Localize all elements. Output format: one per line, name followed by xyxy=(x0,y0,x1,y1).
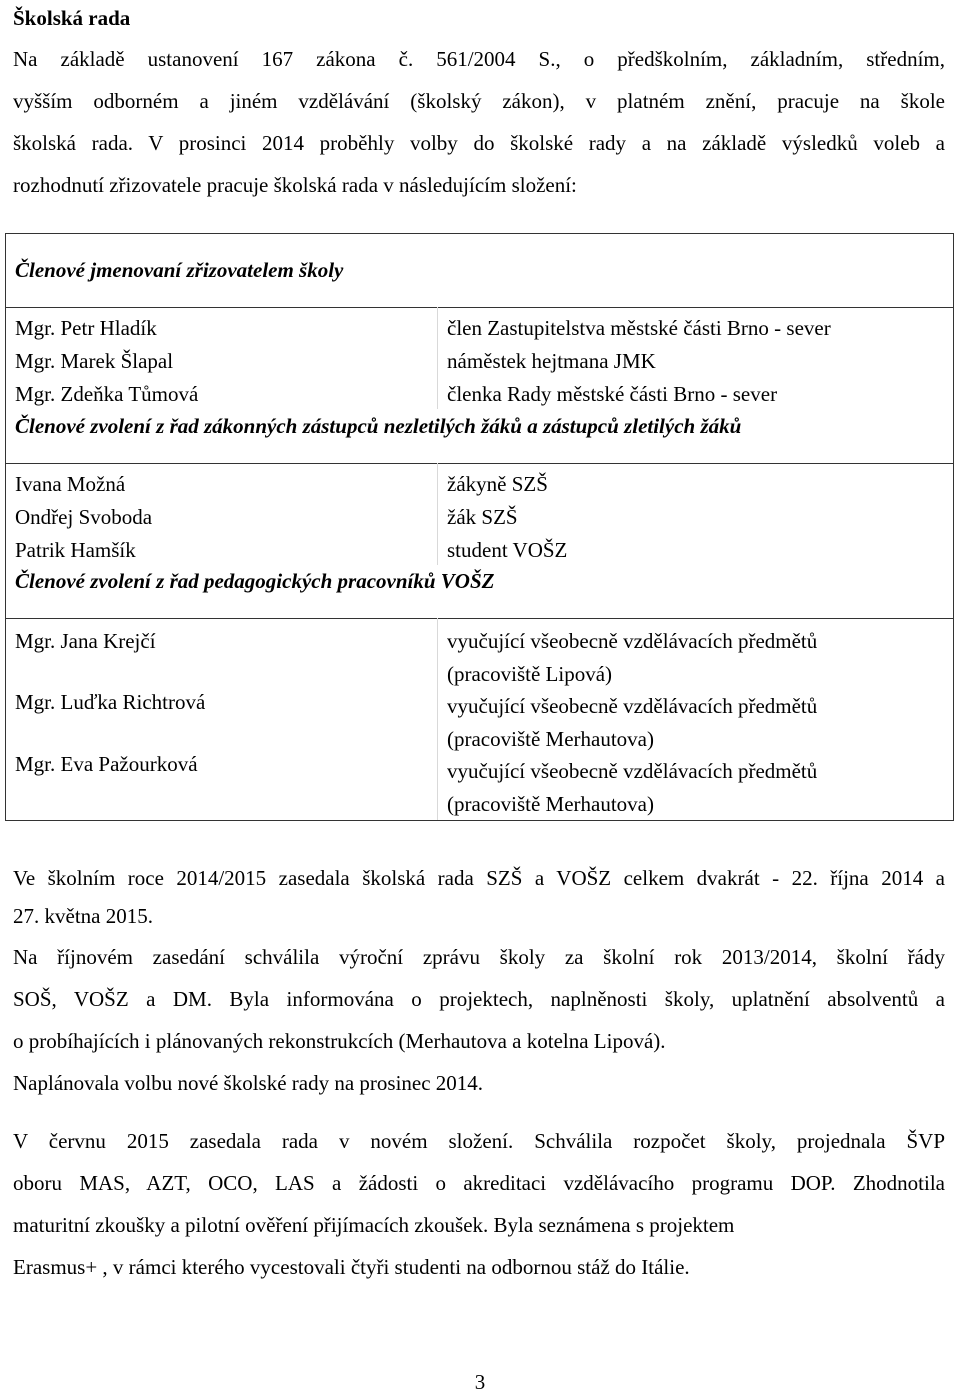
intro-paragraph xyxy=(13,38,945,206)
paragraph-line: SOŠ, VOŠZ a DM. Byla informována o projektech, naplněnosti školy, uplatnění absolventů a xyxy=(13,987,945,1011)
column-divider xyxy=(437,307,438,409)
council-members-table xyxy=(5,233,954,821)
divider xyxy=(6,463,953,464)
june-meeting-paragraph xyxy=(13,1120,945,1288)
intro-line: školská rada. V prosinci 2014 proběhly volby do školské rady a na základě výsledků voleb a xyxy=(13,131,945,155)
member-name: Mgr. Jana Krejčí xyxy=(15,629,156,653)
member-name: Mgr. Zdeňka Tůmová xyxy=(15,382,199,406)
page-number: 3 xyxy=(474,1370,486,1394)
paragraph-line: maturitní zkoušky a pilotní ověření přijímacích zkoušek. Byla seznámena s projektem xyxy=(13,1213,735,1237)
member-role: náměstek hejtmana JMK xyxy=(447,349,656,373)
member-role: člen Zastupitelstva městské části Brno - sever xyxy=(447,316,831,340)
divider xyxy=(6,307,953,308)
member-name: Ivana Možná xyxy=(15,472,126,496)
paragraph-line: Na říjnovém zasedání schválila výroční zprávu školy za školní rok 2013/2014, školní řády xyxy=(13,945,945,969)
member-role-location: (pracoviště Lipová) xyxy=(447,662,613,686)
column-divider xyxy=(437,463,438,565)
paragraph-line: V červnu 2015 zasedala rada v novém složení. Schválila rozpočet školy, projednala ŠVP xyxy=(13,1129,945,1153)
paragraph-line: 27. května 2015. xyxy=(13,904,153,928)
member-role: student VOŠZ xyxy=(447,538,568,562)
member-role-location: (pracoviště Merhautova) xyxy=(447,727,654,751)
member-role: vyučující všeobecně vzdělávacích předmětů xyxy=(447,629,818,653)
intro-line: vyšším odborném a jiném vzdělávání (školský zákon), v platném znění, pracuje na škole xyxy=(13,89,945,113)
meetings-paragraph xyxy=(13,857,945,937)
paragraph-line: Erasmus+ , v rámci kterého vycestovali čtyři studenti na odbornou stáž do Itálie. xyxy=(13,1255,690,1279)
member-role: žákyně SZŠ xyxy=(447,472,548,496)
member-name: Mgr. Eva Pažourková xyxy=(15,752,198,776)
member-role-location: (pracoviště Merhautova) xyxy=(447,792,654,816)
member-name: Ondřej Svoboda xyxy=(15,505,153,529)
member-role: vyučující všeobecně vzdělávacích předmětů xyxy=(447,759,818,783)
section-title-parents: Členové zvolení z řad zákonných zástupců nezletilých žáků a zástupců zletilých žáků xyxy=(15,414,742,438)
member-name: Mgr. Petr Hladík xyxy=(15,316,157,340)
divider xyxy=(6,618,953,619)
member-role: členka Rady městské části Brno - sever xyxy=(447,382,778,406)
intro-line: rozhodnutí zřizovatele pracuje školská rada v následujícím složení: xyxy=(13,173,577,197)
section-title-teachers: Členové zvolení z řad pedagogických pracovníků VOŠZ xyxy=(15,569,495,593)
member-name: Mgr. Marek Šlapal xyxy=(15,349,174,373)
paragraph-line: Naplánovala volbu nové školské rady na prosinec 2014. xyxy=(13,1071,484,1095)
intro-line: Na základě ustanovení 167 zákona č. 561/2004 S., o předškolním, základním, středním, xyxy=(13,47,945,71)
paragraph-line: Ve školním roce 2014/2015 zasedala školská rada SZŠ a VOŠZ celkem dvakrát - 22. října 2014 a xyxy=(13,866,945,890)
section-heading: Školská rada xyxy=(13,6,131,30)
member-name: Mgr. Luďka Richtrová xyxy=(15,690,206,714)
member-role: žák SZŠ xyxy=(447,505,518,529)
member-name: Patrik Hamšík xyxy=(15,538,136,562)
member-role: vyučující všeobecně vzdělávacích předmětů xyxy=(447,694,818,718)
october-meeting-paragraph xyxy=(13,936,945,1104)
paragraph-line: o probíhajících i plánovaných rekonstrukcích (Merhautova a kotelna Lipová). xyxy=(13,1029,666,1053)
column-divider xyxy=(437,618,438,820)
paragraph-line: oboru MAS, AZT, OCO, LAS a žádosti o akreditaci vzdělávacího programu DOP. Zhodnotila xyxy=(13,1171,945,1195)
section-title-founder: Členové jmenovaní zřizovatelem školy xyxy=(15,258,344,282)
